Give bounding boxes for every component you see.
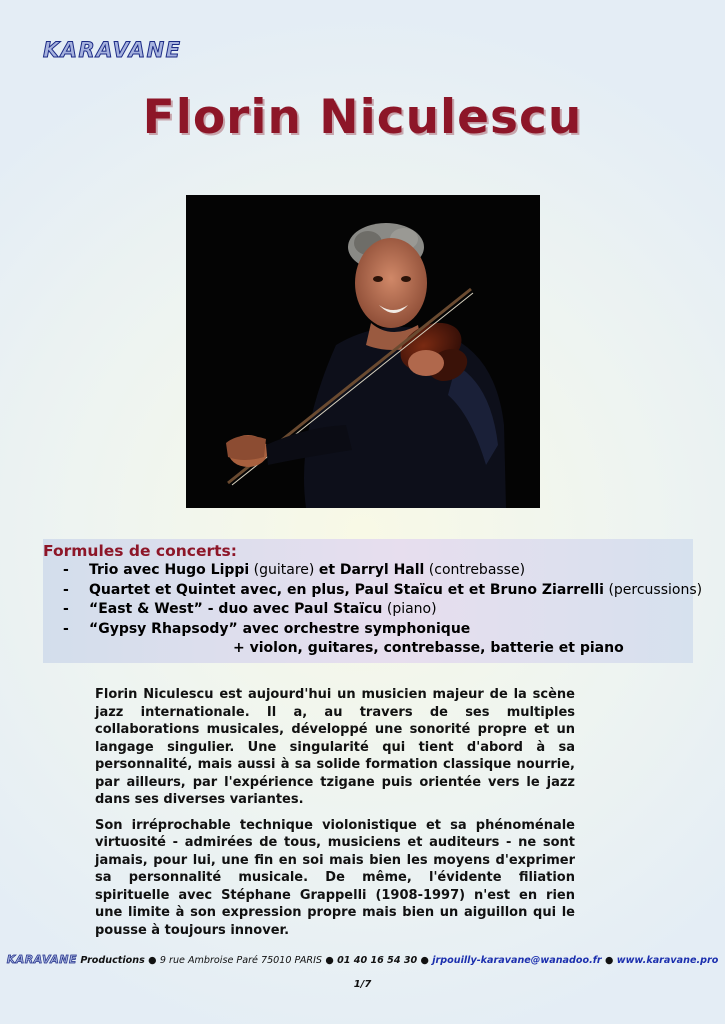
formulas-list — [43, 561, 703, 659]
footer — [0, 953, 725, 966]
formula-bold: “East & West” - duo avec Paul Staïcu — [89, 601, 383, 617]
formula-note: (guitare) — [249, 562, 319, 578]
list-item — [43, 600, 693, 620]
list-dash: - — [63, 562, 69, 578]
biography-text — [95, 686, 575, 947]
list-dash: - — [63, 620, 69, 637]
footer-separator: ● — [144, 955, 160, 966]
footer-separator: ● — [322, 955, 338, 966]
list-item-continuation: + violon, guitares, contrebasse, batterie et piano — [233, 640, 624, 656]
formula-note: (percussions) — [604, 581, 703, 598]
concert-formulas-box — [43, 539, 703, 663]
footer-separator: ● — [417, 955, 433, 966]
list-dash: - — [63, 601, 69, 617]
footer-brand: KARAVANE — [6, 953, 77, 966]
artist-photo — [186, 195, 540, 508]
list-item — [43, 620, 693, 640]
page-title: Florin Niculescu — [142, 90, 583, 145]
formula-bold: et Darryl Hall — [318, 562, 425, 578]
brand-logo: KARAVANE — [43, 38, 182, 62]
footer-address: 9 rue Ambroise Paré 75010 PARIS — [159, 955, 323, 966]
formula-bold: Quartet et Quintet avec, en plus, Paul Staïcu et et Bruno Ziarrelli — [89, 581, 604, 598]
formula-note: (piano) — [382, 601, 437, 617]
formula-bold: Trio avec Hugo Lippi — [89, 562, 250, 578]
formulas-heading: Formules de concerts: — [43, 542, 237, 560]
footer-email-link[interactable]: jrpouilly-karavane@wanadoo.fr — [432, 955, 602, 966]
biography-paragraph-2: Son irréprochable technique violonistique et sa phénoménale virtuosité - admirées de tous, musiciens et auditeurs - ne sont jamais, pour lui, une fin en soi mais bien les moyens d'exprimer sa personnalité musicale. De même, l'évidente filiation spirituelle avec Stéphane Grappelli (1908-1997) n'est en rien une limite à son expression propre mais bien un aiguillon qui le pousse à toujours innover. — [95, 817, 575, 938]
formula-note: (contrebasse) — [424, 562, 526, 578]
footer-productions: Productions — [77, 955, 145, 966]
biography-paragraph-1: Florin Niculescu est aujourd'hui un musicien majeur de la scène jazz internationale. Il a, au travers de ses multiples collaborations musicales, développé une sonorité propre et un langage singulier. Une singularité qui tient d'abord à sa personnalité, mais aussi à sa solide formation classique nourrie, par ailleurs, par l'expérience tzigane puis orientée vers le jazz dans ses diverses variantes. — [95, 687, 575, 807]
footer-separator: ● — [601, 955, 617, 966]
footer-phone: 01 40 16 54 30 — [337, 955, 418, 966]
list-item — [43, 561, 693, 581]
footer-website-link[interactable]: www.karavane.pro — [616, 955, 719, 966]
list-dash: - — [63, 581, 69, 598]
list-item — [43, 581, 703, 601]
page-number: 1/7 — [353, 979, 372, 990]
formula-bold: “Gypsy Rhapsody” avec orchestre symphonique — [89, 620, 471, 637]
violinist-photo-icon — [186, 195, 540, 508]
